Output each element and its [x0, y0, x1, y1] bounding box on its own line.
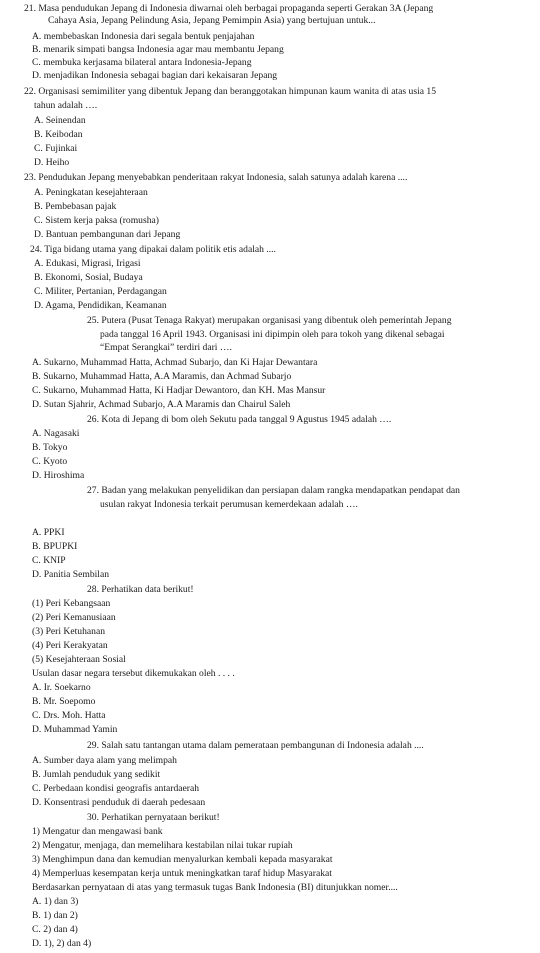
- q22-option-c: C. Fujinkai: [34, 143, 78, 154]
- q28-item-3: (3) Peri Ketuhanan: [32, 626, 105, 637]
- q25-stem-line-1: 25. Putera (Pusat Tenaga Rakyat) merupakan organisasi yang dibentuk oleh pemerintah Jepang: [87, 315, 452, 326]
- q21-option-c: C. membuka kerjasama bilateral antara Indonesia-Jepang: [32, 57, 252, 68]
- q22-option-b: B. Keibodan: [34, 129, 83, 140]
- q27-option-a: A. PPKI: [32, 527, 65, 538]
- q26-option-c: C. Kyoto: [32, 456, 68, 467]
- q23-option-a: A. Peningkatan kesejahteraan: [34, 187, 148, 198]
- q28-stem: 28. Perhatikan data berikut!: [87, 584, 194, 595]
- q25-stem-line-3: “Empat Serangkai” terdiri dari ….: [100, 342, 232, 353]
- q28-option-d: D. Muhammad Yamin: [32, 724, 118, 735]
- q30-option-c: C. 2) dan 4): [32, 924, 78, 935]
- q29-option-d: D. Konsentrasi penduduk di daerah pedesaan: [32, 797, 206, 808]
- q25-option-c: C. Sukarno, Muhammad Hatta, Ki Hadjar Dewantoro, dan KH. Mas Mansur: [32, 385, 326, 396]
- q26-option-d: D. Hiroshima: [32, 470, 85, 481]
- q30-statement-2: 2) Mengatur, menjaga, dan memelihara kestabilan nilai tukar rupiah: [32, 840, 293, 851]
- q28-item-2: (2) Peri Kemanusiaan: [32, 612, 116, 623]
- q26-stem: 26. Kota di Jepang di bom oleh Sekutu pada tanggal 9 Agustus 1945 adalah ….: [87, 414, 392, 425]
- q28-option-c: C. Drs. Moh. Hatta: [32, 710, 106, 721]
- q21-stem-line-1: 21. Masa pendudukan Jepang di Indonesia diwarnai oleh berbagai propaganda seperti Gerakan 3A (Jepang: [24, 3, 434, 14]
- q24-stem: 24. Tiga bidang utama yang dipakai dalam politik etis adalah ....: [30, 244, 276, 255]
- q23-option-c: C. Sistem kerja paksa (romusha): [34, 215, 159, 226]
- q30-statement-1: 1) Mengatur dan mengawasi bank: [32, 826, 163, 837]
- q24-option-a: A. Edukasi, Migrasi, Irigasi: [34, 258, 141, 269]
- q25-option-b: B. Sukarno, Muhammad Hatta, A.A Maramis, dan Achmad Subarjo: [32, 371, 292, 382]
- q24-option-c: C. Militer, Pertanian, Perdagangan: [34, 286, 167, 297]
- q22-stem-line-1: 22. Organisasi semimiliter yang dibentuk Jepang dan beranggotakan himpunan kaum wanita di atas usia 15: [24, 86, 436, 97]
- q28-option-a: A. Ir. Soekarno: [32, 682, 91, 693]
- q21-option-b: B. menarik simpati bangsa Indonesia agar mau membantu Jepang: [32, 44, 284, 55]
- q21-option-d: D. menjadikan Indonesia sebagai bagian dari kekaisaran Jepang: [32, 70, 278, 81]
- q29-option-b: B. Jumlah penduduk yang sedikit: [32, 769, 161, 780]
- q25-stem-line-2: pada tanggal 16 April 1943. Organisasi ini dipimpin oleh para tokoh yang dikenal sebagai: [100, 329, 445, 340]
- q30-statement-4: 4) Memperluas kesempatan kerja untuk meningkatkan taraf hidup Masyarakat: [32, 868, 332, 879]
- q22-option-a: A. Seinendan: [34, 115, 86, 126]
- q30-option-a: A. 1) dan 3): [32, 896, 79, 907]
- q28-item-1: (1) Peri Kebangsaan: [32, 598, 111, 609]
- q28-question: Usulan dasar negara tersebut dikemukakan oleh . . . .: [32, 668, 235, 679]
- q30-option-d: D. 1), 2) dan 4): [32, 938, 92, 949]
- q26-option-a: A. Nagasaki: [32, 428, 80, 439]
- q24-option-b: B. Ekonomi, Sosial, Budaya: [34, 272, 143, 283]
- q22-stem-line-2: tahun adalah ….: [34, 100, 98, 111]
- q28-option-b: B. Mr. Soepomo: [32, 696, 96, 707]
- q27-option-b: B. BPUPKI: [32, 541, 78, 552]
- q21-option-a: A. membebaskan Indonesia dari segala bentuk penjajahan: [32, 31, 255, 42]
- q23-option-d: D. Bantuan pembangunan dari Jepang: [34, 229, 181, 240]
- q29-option-a: A. Sumber daya alam yang melimpah: [32, 755, 177, 766]
- q27-option-d: D. Panitia Sembilan: [32, 569, 110, 580]
- q30-option-b: B. 1) dan 2): [32, 910, 78, 921]
- q22-option-d: D. Heiho: [34, 157, 70, 168]
- q30-statement-3: 3) Menghimpun dana dan kemudian menyalurkan kembali kepada masyarakat: [32, 854, 333, 865]
- q28-item-5: (5) Kesejahteraan Sosial: [32, 654, 126, 665]
- q27-stem-line-2: usulan rakyat Indonesia terkait perumusan kemerdekaan adalah ….: [100, 499, 358, 510]
- q29-stem: 29. Salah satu tantangan utama dalam pemerataan pembangunan di Indonesia adalah ....: [87, 740, 424, 751]
- q27-option-c: C. KNIP: [32, 555, 66, 566]
- q23-stem: 23. Pendudukan Jepang menyebabkan penderitaan rakyat Indonesia, salah satunya adalah karena ....: [24, 172, 408, 183]
- q30-question: Berdasarkan pernyataan di atas yang termasuk tugas Bank Indonesia (BI) ditunjukkan nomer....: [32, 882, 398, 893]
- q25-option-d: D. Sutan Sjahrir, Achmad Subarjo, A.A Maramis dan Chairul Saleh: [32, 399, 291, 410]
- q30-stem: 30. Perhatikan pernyataan berikut!: [87, 812, 220, 823]
- q24-option-d: D. Agama, Pendidikan, Keamanan: [34, 300, 167, 311]
- q23-option-b: B. Pembebasan pajak: [34, 201, 117, 212]
- q29-option-c: C. Perbedaan kondisi geografis antardaerah: [32, 783, 200, 794]
- q26-option-b: B. Tokyo: [32, 442, 68, 453]
- q21-stem-line-2: Cahaya Asia, Jepang Pelindung Asia, Jepang Pemimpin Asia) yang bertujuan untuk...: [48, 15, 376, 26]
- q25-option-a: A. Sukarno, Muhammad Hatta, Achmad Subarjo, dan Ki Hajar Dewantara: [32, 357, 318, 368]
- q27-stem-line-1: 27. Badan yang melakukan penyelidikan dan persiapan dalam rangka mendapatkan pendapat dan: [87, 485, 460, 496]
- q28-item-4: (4) Peri Kerakyatan: [32, 640, 108, 651]
